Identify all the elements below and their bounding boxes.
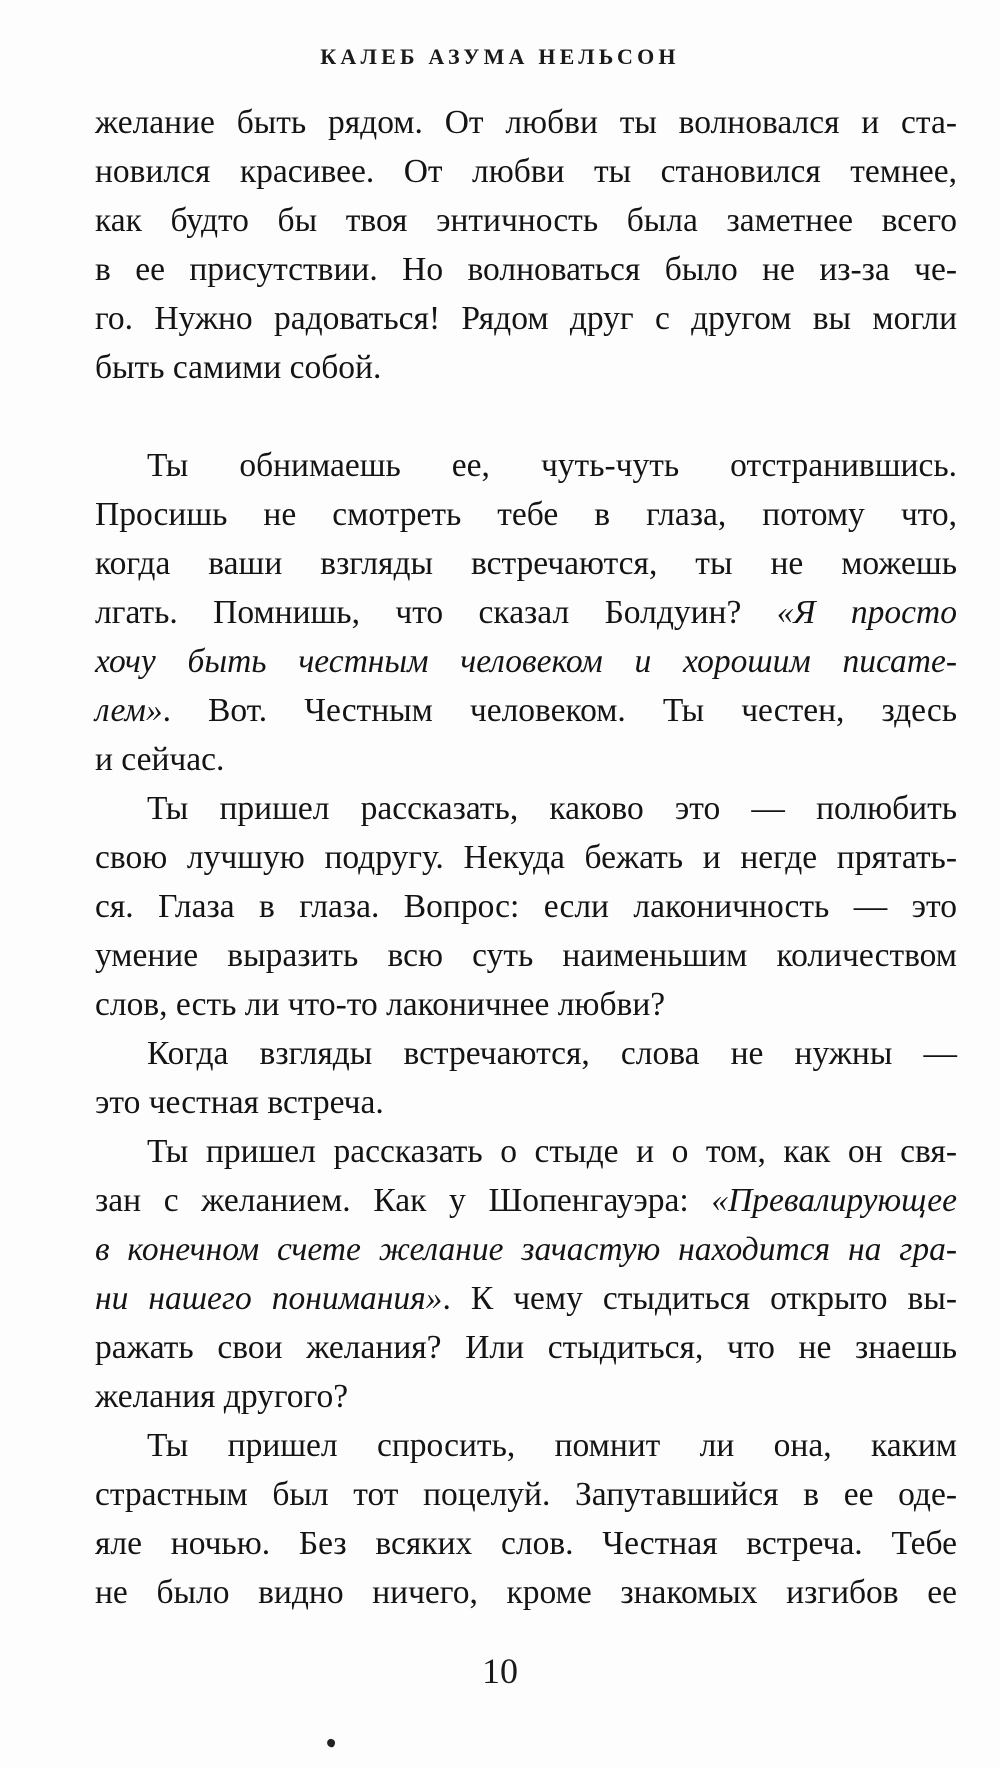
- text-fragment: не было видно ничего, кроме знакомых изгибов ее: [95, 1574, 957, 1611]
- running-head: КАЛЕБ АЗУМА НЕЛЬСОН: [320, 44, 680, 69]
- text-fragment: яле ночью. Без всяких слов. Честная встреча. Тебе: [95, 1525, 957, 1562]
- text-line: [95, 1421, 957, 1470]
- text-fragment: ся. Глаза в глаза. Вопрос: если лаконичность — это: [95, 888, 957, 925]
- text-line: [95, 343, 957, 392]
- text-fragment: желания другого?: [95, 1378, 349, 1415]
- text-fragment: Ты пришел спросить, помнит ли она, каким: [147, 1427, 957, 1464]
- text-fragment: Ты пришел рассказать, каково это — полюбить: [147, 790, 957, 827]
- text-line: [95, 931, 957, 980]
- quote-fragment: «Превалирующее: [711, 1182, 957, 1219]
- text-line: [95, 1029, 957, 1078]
- text-fragment: лгать. Помнишь, что сказал Болдуин?: [95, 594, 777, 631]
- text-fragment: и сейчас.: [95, 741, 225, 778]
- text-line: [95, 637, 957, 686]
- text-line: [95, 1274, 957, 1323]
- text-line: [95, 196, 957, 245]
- text-fragment: желание быть рядом. От любви ты волновался и ста-: [95, 104, 957, 141]
- text-fragment: страстным был тот поцелуй. Запутавшийся в ее оде-: [95, 1476, 957, 1513]
- paragraph-gap: [95, 392, 957, 441]
- text-fragment: ражать свои желания? Или стыдиться, что не знаешь: [95, 1329, 957, 1366]
- text-line: [95, 441, 957, 490]
- text-fragment: Ты пришел рассказать о стыде и о том, как он свя-: [147, 1133, 957, 1170]
- text-line: [95, 686, 957, 735]
- text-fragment: . К чему стыдиться открыто вы-: [442, 1280, 957, 1317]
- text-fragment: зан с желанием. Как у Шопенгауэра:: [95, 1182, 712, 1219]
- text-line: [95, 1078, 957, 1127]
- text-line: [95, 1127, 957, 1176]
- text-fragment: новился красивее. От любви ты становился темнее,: [95, 153, 957, 190]
- text-fragment: быть самими собой.: [95, 349, 382, 386]
- quote-fragment: в конечном счете желание зачастую находится на гра-: [95, 1231, 957, 1268]
- text-fragment: Когда взгляды встречаются, слова не нужны —: [147, 1035, 957, 1072]
- text-line: [95, 1225, 957, 1274]
- text-fragment: . Вот. Честным человеком. Ты честен, здесь: [162, 692, 957, 729]
- print-speck: [326, 1738, 336, 1748]
- text-line: [95, 833, 957, 882]
- text-fragment: го. Нужно радоваться! Рядом друг с другом вы могли: [95, 300, 957, 337]
- text-line: [95, 980, 957, 1029]
- text-line: [95, 490, 957, 539]
- text-fragment: это честная встреча.: [95, 1084, 384, 1121]
- text-line: [95, 245, 957, 294]
- quote-fragment: хочу быть честным человеком и хорошим писате-: [95, 643, 957, 680]
- text-line: [95, 735, 957, 784]
- text-fragment: Просишь не смотреть тебе в глаза, потому что,: [95, 496, 957, 533]
- text-line: [95, 1372, 957, 1421]
- text-line: [95, 1519, 957, 1568]
- quote-fragment: лем»: [95, 692, 163, 729]
- text-fragment: умение выразить всю суть наименьшим количеством: [95, 937, 957, 974]
- quote-fragment: «Я просто: [776, 594, 957, 631]
- text-line: [95, 1176, 957, 1225]
- text-line: [95, 294, 957, 343]
- text-fragment: когда ваши взгляды встречаются, ты не можешь: [95, 545, 957, 582]
- text-line: [95, 1323, 957, 1372]
- text-fragment: слов, есть ли что-то лаконичнее любви?: [95, 986, 666, 1023]
- text-fragment: Ты обнимаешь ее, чуть-чуть отстранившись.: [147, 447, 957, 484]
- text-fragment: как будто бы твоя энтичность была заметнее всего: [95, 202, 957, 239]
- text-line: [95, 539, 957, 588]
- text-line: [95, 1568, 957, 1617]
- text-line: [95, 98, 957, 147]
- text-line: [95, 784, 957, 833]
- text-fragment: в ее присутствии. Но волноваться было не из-за че-: [95, 251, 957, 288]
- text-line: [95, 147, 957, 196]
- text-line: [95, 882, 957, 931]
- text-fragment: свою лучшую подругу. Некуда бежать и негде прятать-: [95, 839, 957, 876]
- body-text: [95, 98, 957, 1617]
- text-line: [95, 1470, 957, 1519]
- text-line: [95, 588, 957, 637]
- page-number: 10: [482, 1651, 518, 1691]
- quote-fragment: ни нашего понимания»: [95, 1280, 443, 1317]
